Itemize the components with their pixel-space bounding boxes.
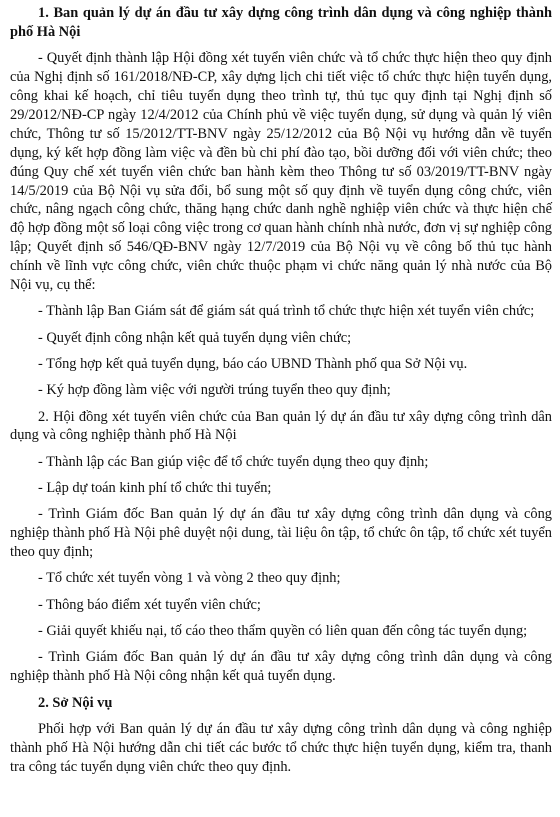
section-2-paragraph-5: - Thông báo điểm xét tuyển viên chức; <box>38 596 261 613</box>
section-2-paragraph-6: - Giải quyết khiếu nại, tố cáo theo thẩm quyền có liên quan đến công tác tuyển dụng; <box>38 623 528 640</box>
section-2-paragraph-3: - Trình Giám đốc Ban quản lý dự án đầu tư xây dựng công trình dân dụng và công nghiệp thành phố Hà Nội phê duyệt nội dung, tài liệu ôn tập, tổ chức ôn tập, tổ chức xét tuyển theo quy định; <box>10 506 552 561</box>
section-1-paragraph-1: - Quyết định thành lập Hội đồng xét tuyển viên chức và tổ chức thực hiện theo quy định của Nghị định số 161/2018/NĐ-CP, xây dựng lịch chi tiết việc tổ chức thực hiện tuyển dụng, công khai kế hoạch, chỉ tiêu tuyển dụng theo trình tự, thủ tục quy định tại Nghị định số 29/2012/NĐ-CP ngày 12/4/2012 của Chính phủ về việc tuyển dụng, sử dụng và quản lý viên chức, Thông tư số 15/2012/TT-BNV ngày 25/12/2012 của Bộ Nội vụ hướng dẫn về tuyển dụng, ký kết hợp đồng làm việc và đền bù chi phí đào tạo, bồi dưỡng đối với viên chức; theo đúng Quy chế xét tuyển viên chức ban hành kèm theo Thông tư số 03/2019/TT-BNV ngày 14/5/2019 của Bộ Nội vụ sửa đổi, bổ sung một số quy định về tuyển dụng công chức, viên chức, nâng ngạch công chức, thăng hạng chức danh nghề nghiệp viên chức và thực hiện chế độ hợp đồng một số loại công việc trong cơ quan hành chính nhà nước, đơn vị sự nghiệp công lập; Quyết định số 546/QĐ-BNV ngày 12/7/2019 của Bộ Nội vụ về công bố thủ tục hành chính về lĩnh vực công chức, viên chức thuộc phạm vi chức năng quản lý nhà nước của Bộ Nội vụ, cụ thể: <box>10 50 552 294</box>
section-1-paragraph-4: - Tổng hợp kết quả tuyển dụng, báo cáo UBND Thành phố qua Sở Nội vụ. <box>38 355 468 372</box>
section-2-number: 2. <box>38 408 49 425</box>
document-body <box>10 4 552 784</box>
section-1-title: Ban quản lý dự án đầu tư xây dựng công trình dân dụng và công nghiệp thành phố Hà Nội <box>10 5 552 40</box>
section-2-paragraph-1: - Thành lập các Ban giúp việc để tổ chức tuyển dụng theo quy định; <box>38 453 429 470</box>
section-2-heading <box>10 408 552 446</box>
section-3-title: Sở Nội vụ <box>52 694 113 711</box>
section-3-number: 2. <box>38 694 49 711</box>
section-1-paragraph-2: - Thành lập Ban Giám sát để giám sát quá trình tổ chức thực hiện xét tuyển viên chức; <box>38 303 535 320</box>
section-2-paragraph-7: - Trình Giám đốc Ban quản lý dự án đầu tư xây dựng công trình dân dụng và công nghiệp thành phố Hà Nội công nhận kết quả tuyển dụng. <box>10 649 552 685</box>
section-3-heading <box>10 694 552 713</box>
section-1-paragraph-5: - Ký hợp đồng làm việc với người trúng tuyển theo quy định; <box>38 382 391 399</box>
section-2-title: Hội đồng xét tuyển viên chức của Ban quản lý dự án đầu tư xây dựng công trình dân dụng và công nghiệp thành phố Hà Nội <box>10 408 552 444</box>
section-1-heading <box>10 4 552 42</box>
section-1-number: 1. <box>38 5 49 21</box>
section-2-paragraph-4: - Tổ chức xét tuyển vòng 1 và vòng 2 theo quy định; <box>38 570 341 587</box>
section-1-paragraph-3: - Quyết định công nhận kết quả tuyển dụng viên chức; <box>38 329 352 346</box>
section-3-paragraph-1: Phối hợp với Ban quản lý dự án đầu tư xây dựng công trình dân dụng và công nghiệp thành phố Hà Nội hướng dẫn chi tiết các bước tổ chức thực hiện tuyển dụng, kiểm tra, thanh tra công tác tuyển dụng viên chức theo quy định. <box>10 720 552 775</box>
section-2-paragraph-2: - Lập dự toán kinh phí tổ chức thi tuyển; <box>38 480 272 497</box>
